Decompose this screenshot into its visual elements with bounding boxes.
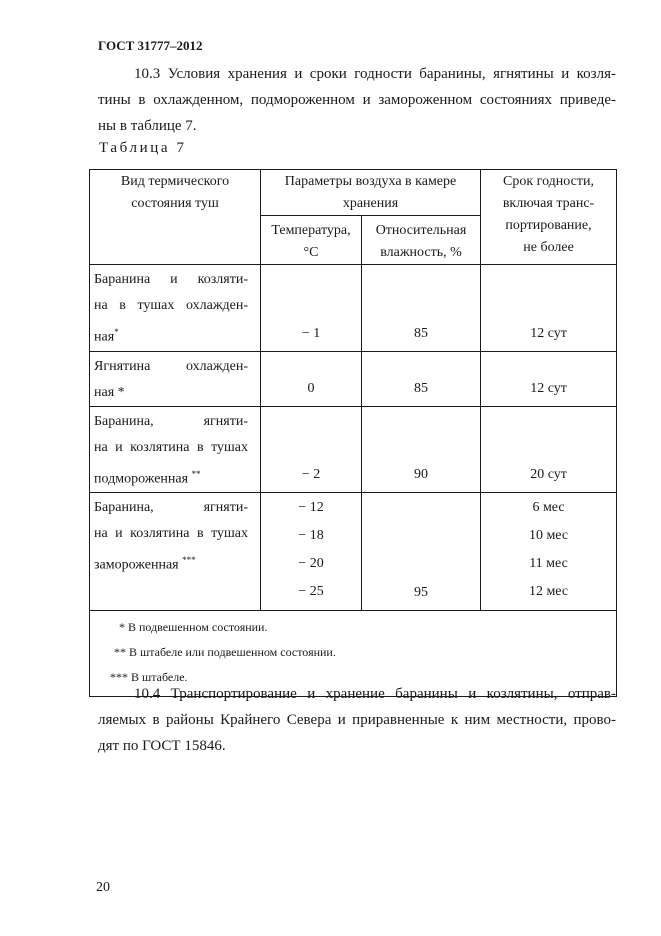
row-name [90, 493, 261, 611]
row-name-line: на в тушах охлажден- [94, 298, 248, 313]
footnote: * В подвешенном состоянии. [119, 620, 268, 635]
table-row [90, 406, 617, 493]
row-name-line [94, 461, 248, 493]
temperature-value: − 20 [298, 556, 324, 572]
footnote-mark: ** [191, 468, 201, 479]
table-row [90, 265, 617, 352]
temperature-cell: − 2 [261, 406, 362, 493]
humidity-cell: 95 [362, 493, 481, 611]
row-name-line: ная * [94, 384, 125, 400]
row-name-line [94, 547, 248, 579]
temperature-value: − 25 [298, 584, 324, 600]
temperature-value: − 18 [298, 528, 324, 544]
table-caption: Таблица 7 [99, 140, 187, 156]
humidity-cell: 85 [362, 265, 481, 352]
row-name-line: Баранина и козляти- [94, 272, 248, 287]
humidity-cell: 90 [362, 406, 481, 493]
table-row [90, 351, 617, 406]
temperature-cell [261, 493, 362, 611]
footnote: *** В штабеле. [110, 670, 188, 685]
shelf-life-value: 11 мес [529, 556, 568, 572]
header-line: Относительная [375, 223, 467, 238]
para-line: тины в охлажденном, подмороженном и замороженном состояниях приведе- [98, 92, 616, 108]
row-name-line: Баранина, ягняти- [94, 500, 248, 516]
row-name-line: Ягнятина охлажден- [94, 358, 248, 374]
document-header: ГОСТ 31777–2012 [98, 38, 203, 53]
footnote-mark: * [114, 327, 119, 337]
header-line: хранения [342, 196, 399, 211]
header-humidity [362, 216, 481, 265]
row-name-line: Баранина, ягняти- [94, 413, 248, 429]
humidity-cell: 85 [362, 351, 481, 406]
paragraph-10-4 [98, 681, 616, 759]
header-line: Температура, [271, 223, 351, 238]
header-temperature [261, 216, 362, 265]
header-air-params [261, 170, 481, 216]
shelf-life-cell: 12 сут [481, 351, 617, 406]
temperature-cell: − 1 [261, 265, 362, 352]
header-line: Параметры воздуха в камере [284, 174, 457, 189]
row-name-text: ная [94, 329, 115, 345]
header-line: °С [303, 245, 319, 260]
table-row [90, 493, 617, 611]
header-line: не более [523, 240, 574, 255]
footnote-mark: *** [182, 555, 196, 566]
page-number: 20 [96, 880, 110, 895]
shelf-life-cell: 20 сут [481, 406, 617, 493]
shelf-life-cell: 12 сут [481, 265, 617, 352]
header-line: Срок годности, [503, 174, 594, 189]
storage-table [89, 169, 617, 697]
shelf-life-value: 6 мес [532, 500, 565, 516]
temperature-value: − 12 [298, 500, 324, 516]
temperature-cell: 0 [261, 351, 362, 406]
para-line: 10.4 Транспортирование и хранение баранины и козлятины, отправ- [134, 686, 616, 702]
shelf-life-cell [481, 493, 617, 611]
header-line: портирование, [505, 218, 592, 233]
header-line: влажность, % [380, 245, 462, 260]
row-name-text: подмороженная [94, 471, 189, 487]
row-name-line: на и козлятина в тушах [94, 439, 248, 455]
row-name-line: на и козлятина в тушах [94, 526, 248, 542]
para-line: ляемых в районы Крайнего Севера и приравненные к ним местности, прово- [98, 712, 616, 728]
header-shelf-life [481, 170, 617, 265]
header-line: состояния туш [131, 196, 219, 211]
row-name [90, 406, 261, 493]
header-carcass-state [90, 170, 261, 265]
footnote: ** В штабеле или подвешенном состоянии. [114, 645, 336, 660]
header-line: Вид термического [120, 174, 230, 189]
para-line: дят по ГОСТ 15846. [98, 738, 226, 754]
row-name-text: замороженная [94, 557, 179, 573]
paragraph-10-3 [98, 61, 616, 139]
row-name [90, 265, 261, 352]
shelf-life-value: 12 мес [528, 584, 569, 600]
header-line: включая транс- [502, 196, 595, 211]
row-name-line [94, 319, 248, 351]
shelf-life-value: 10 мес [528, 528, 569, 544]
para-line: 10.3 Условия хранения и сроки годности баранины, ягнятины и козля- [134, 66, 616, 82]
para-line: ны в таблице 7. [98, 118, 197, 134]
row-name [90, 351, 261, 406]
